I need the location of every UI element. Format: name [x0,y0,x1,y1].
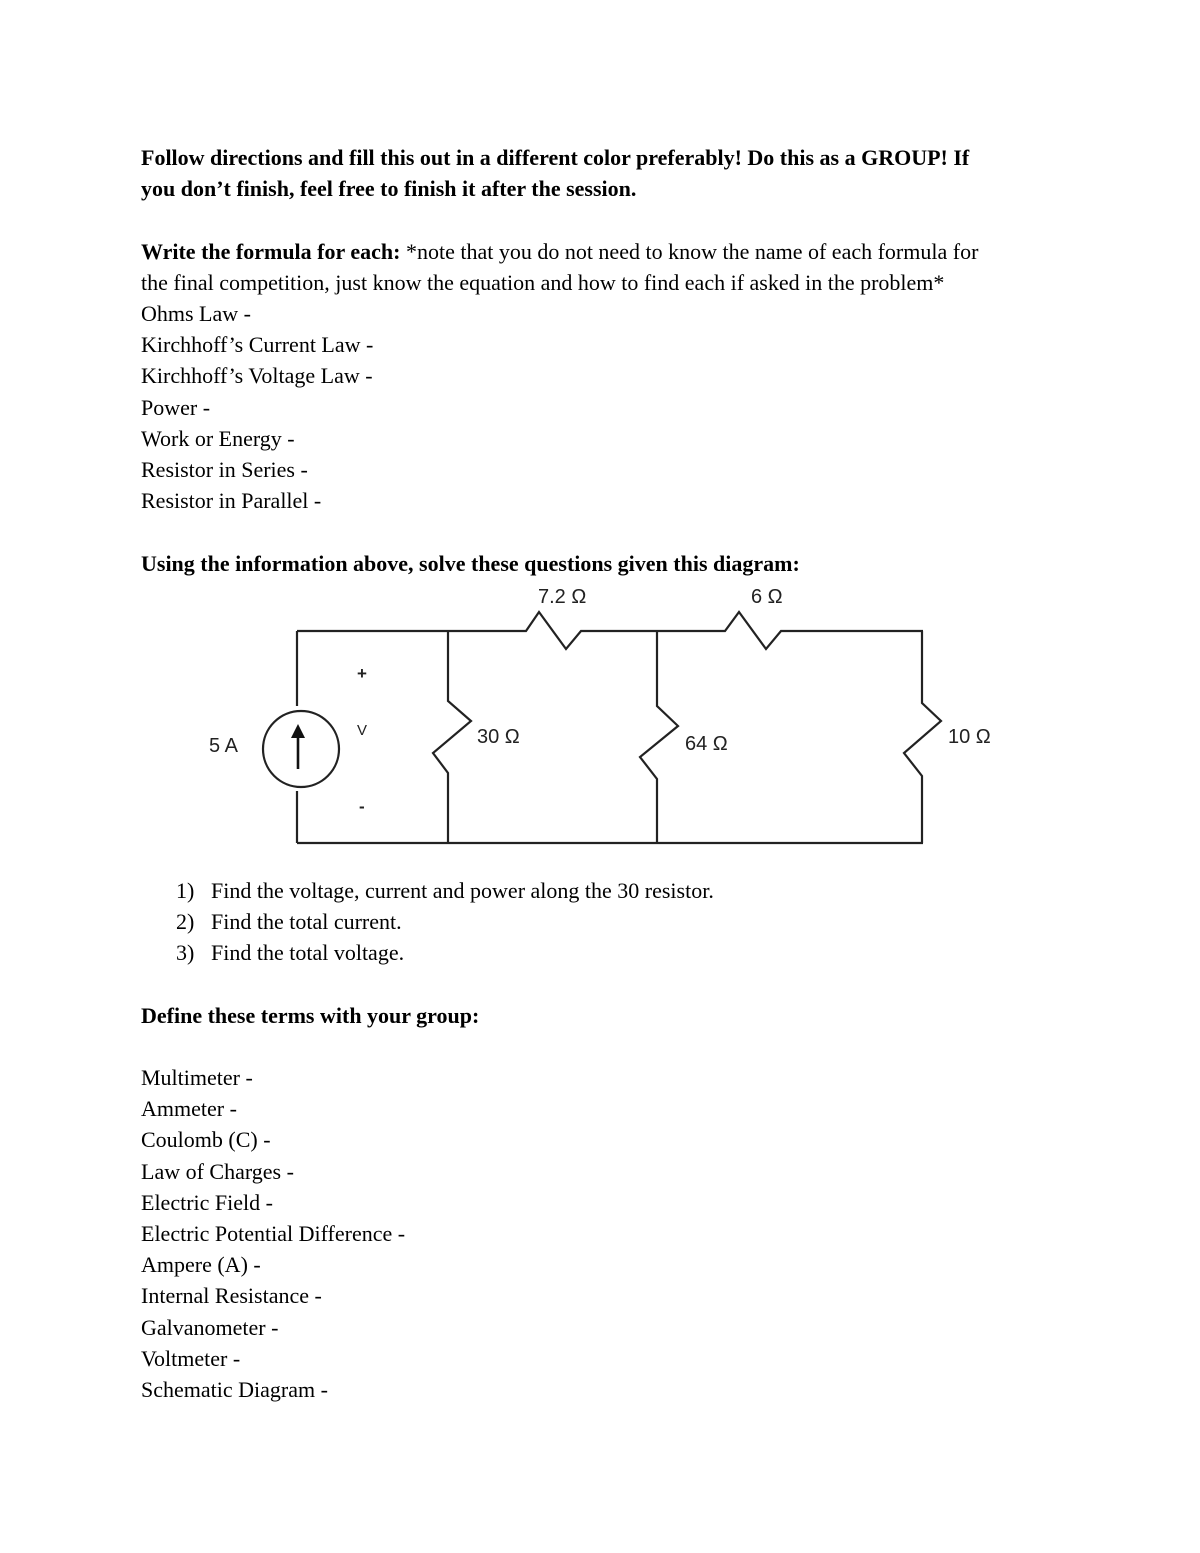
arrow-up-icon [291,724,305,769]
shunt-resistor-10-label: 10 Ω [948,725,991,748]
term-item-galvanometer: Galvanometer - [141,1314,279,1340]
term-item-coulomb: Coulomb (C) - [141,1127,271,1153]
formula-item-power: Power - [141,394,211,420]
formula-item-ohms-law: Ohms Law - [141,301,251,326]
formulas-heading: Write the formula for each: [141,238,401,264]
formula-item-resistor-parallel: Resistor in Parallel - [141,488,322,514]
term-item-potential-difference: Electric Potential Difference - [141,1220,406,1246]
term-item-ampere: Ampere (A) - [141,1252,261,1278]
term-item-law-of-charges: Law of Charges - [141,1158,294,1184]
question-item: 3) Find the total voltage. [176,940,405,966]
question-item: 2) Find the total current. [176,909,402,934]
shunt-resistor-64-label: 64 Ω [685,732,728,755]
shunt-resistor-30-label: 30 Ω [477,725,520,748]
voltage-label: V [357,721,368,739]
polarity-plus: + [357,663,367,683]
formulas-note-line-1: *note that you do not need to know the name of each formula for [400,238,979,264]
shunt-10-resistor [904,631,941,843]
shunt-30-resistor [433,631,471,843]
formulas-note-line-2: the final competition, just know the equation and how to find each if asked in the problem* [141,269,945,295]
term-item-ammeter: Ammeter - [141,1096,237,1122]
term-item-internal-resistance: Internal Resistance - [141,1283,322,1309]
series-resistor-6-label: 6 Ω [751,585,783,608]
formulas-section [141,236,1061,517]
term-item-schematic-diagram: Schematic Diagram - [141,1376,328,1402]
series-resistor-7-2-label: 7.2 Ω [538,585,587,608]
formula-item-kcl: Kirchhoff’s Current Law - [141,332,374,358]
polarity-minus: - [359,796,365,816]
diagram-heading: Using the information above, solve these questions given this diagram: [141,550,800,576]
source-label: 5 A [209,734,238,757]
question-item: 1) Find the voltage, current and power along the 30 resistor. [176,877,714,903]
term-item-voltmeter: Voltmeter - [141,1345,241,1371]
worksheet-page [141,142,1061,1405]
question-list [141,875,1061,969]
intro-line-2: you don’t finish, feel free to finish it after the session. [141,176,637,202]
term-item-electric-field: Electric Field - [141,1189,273,1215]
term-item-multimeter: Multimeter - [141,1064,253,1090]
terms-list [141,1062,1061,1405]
formula-item-resistor-series: Resistor in Series - [141,457,308,483]
formula-item-work-energy: Work or Energy - [141,425,295,451]
top-wire [297,612,923,649]
intro-line-1: Follow directions and fill this out in a different color preferably! Do this as a GROUP! If [141,145,970,170]
formula-item-kvl: Kirchhoff’s Voltage Law - [141,363,373,389]
shunt-64-resistor [640,631,678,843]
current-source-circle [263,711,339,787]
circuit-diagram [141,581,1061,861]
intro-instructions [141,142,1061,204]
terms-heading: Define these terms with your group: [141,1002,480,1028]
